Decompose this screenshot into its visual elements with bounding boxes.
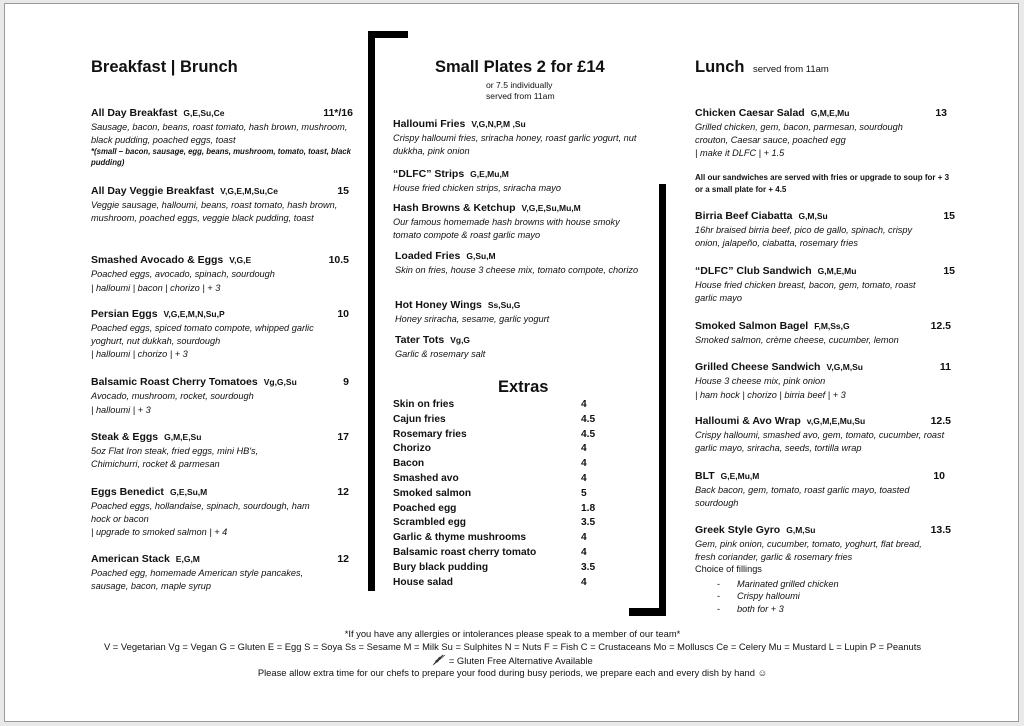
item-description: Crispy halloumi fries, sriracha honey, roast garlic yogurt, nut dukkha, pink onion [393, 133, 637, 156]
allergen-codes: V,G,E [229, 255, 252, 265]
small-plates-subtitle-2: served from 11am [486, 91, 555, 101]
item-description: Poached egg, homemade American style pancakes, sausage, bacon, maple syrup [91, 568, 304, 591]
choice-text: Marinated grilled chicken [737, 578, 839, 589]
extra-name: Balsamic roast cherry tomato [393, 547, 537, 558]
item-description: Sausage, bacon, beans, roast tomato, hash brown, mushroom, black pudding, poached eggs, toast [91, 122, 348, 145]
menu-page [4, 3, 1019, 722]
item-description: 16hr braised birria beef, pico de gallo, spinach, crispy onion, jalapeño, ciabatta, rosemary fries [695, 225, 913, 248]
small-plate-item [395, 250, 645, 277]
item-name: Balsamic Roast Cherry Tomatoes [91, 376, 258, 388]
lunch-item [695, 361, 951, 401]
item-note: *(small – bacon, sausage, egg, beans, mushroom, tomato, toast, black pudding) [91, 147, 351, 167]
left-bracket-vertical [368, 31, 375, 591]
allergen-codes: G,M,E,Mu [810, 108, 850, 118]
allergen-codes: G,E,Su,Ce [183, 108, 225, 118]
extra-price: 1.8 [581, 502, 596, 514]
item-name: Loaded Fries [395, 250, 461, 262]
allergen-codes: G,E,Mu,M [470, 169, 509, 179]
allergen-codes: Ss,Su,G [487, 300, 521, 310]
small-plate-item [395, 334, 645, 361]
extra-price: 4 [581, 443, 587, 455]
small-plate-item [393, 202, 645, 241]
extra-name: Rosemary fries [393, 428, 467, 440]
item-description: Skin on fries, house 3 cheese mix, tomato compote, chorizo [395, 265, 639, 275]
item-description: Our famous homemade hash browns with house smoky tomato compote & roast garlic mayo [393, 217, 620, 240]
extra-price: 3.5 [581, 517, 596, 529]
item-price: 10 [933, 470, 945, 482]
item-price: 12.5 [930, 320, 951, 332]
extra-price: 4 [581, 532, 587, 544]
item-price: 11*/16 [323, 107, 353, 119]
item-name: BLT [695, 470, 715, 482]
menu-item [91, 185, 349, 224]
right-bracket-bottom [629, 608, 666, 616]
item-description: Veggie sausage, halloumi, beans, roast tomato, hash brown, mushroom, poached eggs, veggie black pudding, toast [91, 200, 338, 223]
extras-row [393, 398, 603, 413]
allergen-codes: E,G,M [175, 554, 200, 564]
item-name: Eggs Benedict [91, 486, 164, 498]
item-description: Honey sriracha, sesame, garlic yogurt [395, 314, 550, 324]
allergen-codes: G,E,Mu,M [720, 471, 760, 481]
extra-name: Smoked salmon [393, 487, 472, 499]
extra-price: 4 [581, 399, 587, 410]
extras-row [393, 576, 603, 591]
allergen-codes: Vg,G,Su [263, 377, 297, 387]
right-bracket-vertical [659, 184, 666, 616]
lunch-header [695, 58, 829, 77]
item-price: 15 [943, 210, 955, 222]
extras-row [393, 516, 603, 531]
item-price: 11 [939, 361, 951, 373]
gluten-free-note [5, 654, 1020, 668]
item-name: All Day Veggie Breakfast [91, 185, 215, 197]
left-bracket-top [368, 31, 408, 38]
extra-name: Poached egg [393, 502, 457, 514]
item-name: Grilled Cheese Sandwich [695, 361, 821, 373]
item-description: House 3 cheese mix, pink onion [695, 376, 826, 386]
lunch-title: Lunch [695, 58, 745, 76]
item-price: 12 [337, 553, 349, 565]
extra-name: Cajun fries [393, 413, 446, 425]
allergy-notice: *If you have any allergies or intolerances please speak to a member of our team* [344, 628, 681, 639]
extra-price: 4 [581, 473, 587, 484]
extra-price: 4 [581, 576, 587, 588]
extra-price: 4 [581, 458, 587, 470]
item-description: Crispy halloumi, smashed avo, gem, tomato, cucumber, roast garlic mayo, sriracha, seeds, tortilla wrap [695, 430, 945, 453]
menu-item [91, 107, 353, 168]
extra-name: House salad [393, 576, 454, 588]
allergen-codes: F,M,Ss,G [814, 321, 850, 331]
item-name: Hot Honey Wings [395, 299, 482, 311]
item-name: “DLFC” Strips [393, 168, 465, 180]
item-description: Poached eggs, avocado, spinach, sourdough [91, 269, 275, 279]
item-price: 12 [337, 486, 349, 498]
lunch-item [695, 470, 945, 509]
allergen-codes: G,Su,M [466, 251, 496, 261]
allergen-codes: V,G,M,Su [826, 362, 863, 372]
item-name: Steak & Eggs [91, 431, 159, 443]
item-description: Smoked salmon, crème cheese, cucumber, lemon [695, 335, 899, 345]
item-description: Back bacon, gem, tomato, roast garlic mayo, toasted sourdough [695, 485, 910, 508]
allergen-codes: G,M,E,Su [164, 432, 202, 442]
choice-label: Choice of fillings [695, 564, 762, 574]
breakfast-title: Breakfast | Brunch [91, 58, 238, 76]
allergen-legend: V = Vegetarian Vg = Vegan G = Gluten E = Egg S = Soya Ss = Sesame M = Milk Su = Sulphites N = Nuts F = Fish C = Crustaceans Mo = Molluscs Ce = Celery Mu = Mustard L = Lupin P = Peanuts [103, 641, 922, 652]
small-plates-title: Small Plates 2 for £14 [435, 58, 605, 76]
extras-list [393, 398, 613, 598]
item-extra: | halloumi | bacon | chorizo | + 3 [91, 282, 221, 293]
lunch-item [695, 210, 955, 249]
allergen-codes: G,M,Su [786, 525, 816, 535]
menu-item [91, 553, 349, 592]
item-name: Persian Eggs [91, 308, 158, 320]
item-description: House fried chicken breast, bacon, gem, tomato, roast garlic mayo [695, 280, 916, 303]
extra-price: 5 [581, 487, 587, 499]
extra-name: Scrambled egg [393, 517, 467, 529]
extras-row [393, 442, 603, 457]
gluten-free-text: = Gluten Free Alternative Available [448, 655, 593, 666]
allergen-codes: V,G,E,M,Su,Ce [220, 186, 278, 196]
gluten-free-icon [432, 654, 446, 666]
extras-row [393, 428, 603, 443]
lunch-item [695, 415, 951, 454]
item-price: 12.5 [930, 415, 951, 427]
item-name: Birria Beef Ciabatta [695, 210, 793, 222]
item-name: Tater Tots [395, 334, 445, 346]
menu-item [91, 254, 349, 294]
extras-row [393, 531, 603, 546]
allergen-codes: v,G,M,E,Mu,Su [806, 416, 866, 426]
item-price: 15 [943, 265, 955, 277]
item-price: 13 [935, 107, 947, 119]
allergen-codes: V,G,N,P,M ,Su [471, 119, 526, 129]
item-extra: | halloumi | + 3 [91, 404, 151, 415]
item-price: 9 [343, 376, 349, 388]
item-price: 13.5 [930, 524, 951, 536]
item-name: Halloumi Fries [393, 118, 466, 130]
item-extra: | upgrade to smoked salmon | + 4 [91, 527, 228, 537]
small-plate-item [393, 168, 645, 195]
extras-row [393, 413, 603, 428]
menu-item [91, 308, 349, 361]
item-extra: | make it DLFC | + 1.5 [695, 148, 785, 158]
item-price: 15 [337, 185, 349, 197]
item-description: Garlic & rosemary salt [395, 349, 486, 359]
menu-item [91, 376, 349, 416]
choice-item [695, 603, 951, 616]
allergen-codes: G,M,Su [798, 211, 828, 221]
small-plate-item [393, 118, 645, 157]
item-description: Poached eggs, hollandaise, spinach, sourdough, ham hock or bacon [91, 501, 310, 524]
extra-name: Skin on fries [393, 399, 455, 410]
extras-row [393, 457, 603, 472]
item-extra: | ham hock | chorizo | birria beef | + 3 [695, 389, 846, 400]
item-description: 5oz Flat Iron steak, fried eggs, mini HB's, Chimichurri, rocket & parmesan [91, 446, 259, 469]
item-name: Smashed Avocado & Eggs [91, 254, 224, 266]
item-price: 10 [337, 308, 349, 320]
allergen-codes: G,M,E,Mu [817, 266, 857, 276]
allergen-codes: V,G,E,Su,Mu,M [521, 203, 581, 213]
extras-title: Extras [498, 378, 549, 396]
menu-item [91, 431, 349, 470]
item-name: American Stack [91, 553, 170, 565]
menu-item [91, 486, 349, 539]
extra-name: Chorizo [393, 443, 431, 455]
extras-row [393, 502, 603, 517]
item-name: Greek Style Gyro [695, 524, 781, 536]
choice-text: Crispy halloumi [737, 591, 800, 601]
item-name: “DLFC” Club Sandwich [695, 265, 812, 277]
item-price: 17 [337, 431, 349, 443]
extras-row [393, 472, 603, 487]
small-plate-item [395, 299, 645, 326]
choice-list [695, 578, 951, 616]
item-name: Halloumi & Avo Wrap [695, 415, 801, 427]
sandwich-note: All our sandwiches are served with fries or upgrade to soup for + 3 or a small plate for + 4.5 [695, 173, 950, 194]
item-description: Grilled chicken, gem, bacon, parmesan, sourdough crouton, Caesar sauce, poached egg [695, 122, 903, 145]
item-name: Smoked Salmon Bagel [695, 320, 809, 332]
item-description: Poached eggs, spiced tomato compote, whipped garlic yoghurt, nut dukkah, sourdough [91, 323, 314, 346]
lunch-item [695, 107, 947, 160]
extra-price: 4 [581, 547, 587, 558]
allergen-codes: V,G,E,M,N,Su,P [163, 309, 225, 319]
extra-name: Smashed avo [393, 473, 459, 484]
extra-name: Bury black pudding [393, 561, 489, 573]
extra-name: Bacon [393, 458, 425, 470]
allergen-codes: Vg,G [450, 335, 471, 345]
item-name: All Day Breakfast [91, 107, 178, 119]
item-price: 10.5 [328, 254, 349, 266]
extras-row [393, 487, 603, 502]
small-plates-subtitle-1: or 7.5 individually [486, 80, 553, 90]
item-name: Chicken Caesar Salad [695, 107, 805, 119]
lunch-item [695, 320, 951, 347]
choice-text: both for + 3 [737, 603, 784, 614]
choice-item [695, 590, 951, 603]
item-name: Hash Browns & Ketchup [393, 202, 516, 214]
item-description: House fried chicken strips, sriracha mayo [393, 183, 561, 193]
extra-price: 3.5 [581, 561, 596, 573]
extras-row [393, 561, 603, 576]
item-extra: | halloumi | chorizo | + 3 [91, 349, 188, 359]
choice-item [695, 578, 951, 591]
allergen-codes: G,E,Su,M [169, 487, 208, 497]
prep-time-note: Please allow extra time for our chefs to prepare your food during busy periods, we prepare each and every dish by hand ☺ [257, 667, 768, 678]
lunch-item [695, 265, 955, 304]
item-description: Avocado, mushroom, rocket, sourdough [91, 391, 254, 401]
extra-name: Garlic & thyme mushrooms [393, 532, 527, 544]
item-description: Gem, pink onion, cucumber, tomato, yoghurt, flat bread, fresh coriander, garlic & rosemary fries [695, 539, 922, 562]
extra-price: 4.5 [581, 413, 596, 425]
extra-price: 4.5 [581, 428, 596, 440]
lunch-subtitle: served from 11am [752, 64, 829, 75]
lunch-item [695, 524, 951, 615]
extras-row [393, 546, 603, 561]
